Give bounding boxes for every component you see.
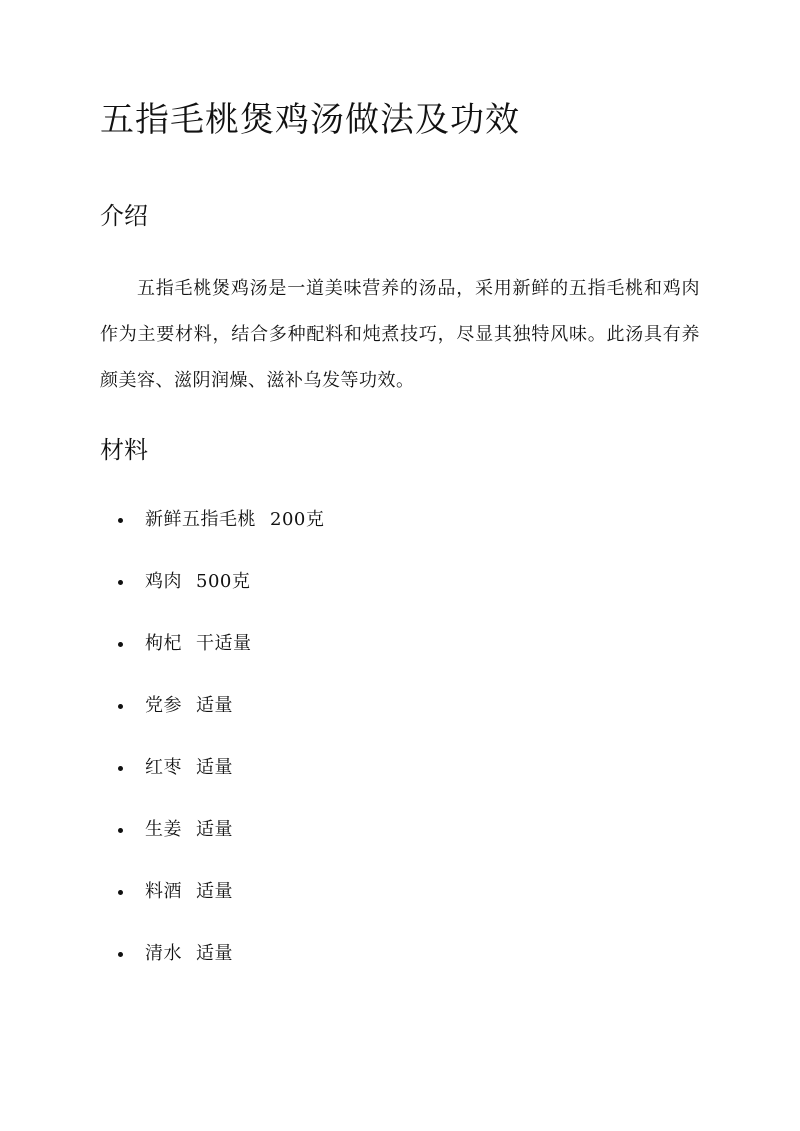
ingredient-name: 红枣 [145,757,182,778]
ingredient-name: 鸡肉 [145,571,182,592]
materials-heading: 材料 [100,436,148,464]
ingredient-name: 清水 [145,943,182,964]
bullet-icon [118,580,123,585]
page-title: 五指毛桃煲鸡汤做法及功效 [100,100,520,140]
ingredient-quantity: 200克 [270,509,325,530]
ingredient-name: 生姜 [145,819,182,840]
ingredient-quantity: 适量 [196,943,233,964]
list-item [118,936,324,998]
list-item [118,874,324,936]
bullet-icon [118,642,123,647]
ingredient-quantity: 适量 [196,695,233,716]
ingredient-quantity: 适量 [196,819,233,840]
list-item [118,812,324,874]
bullet-icon [118,518,123,523]
ingredient-name: 料酒 [145,881,182,902]
ingredient-name: 枸杞 [145,633,182,654]
intro-paragraph: 五指毛桃煲鸡汤是一道美味营养的汤品，采用新鲜的五指毛桃和鸡肉作为主要材料，结合多种配料和炖煮技巧，尽显其独特风味。此汤具有养颜美容、滋阴润燥、滋补乌发等功效。 [100,278,700,391]
ingredient-quantity: 适量 [196,757,233,778]
bullet-icon [118,704,123,709]
bullet-icon [118,952,123,957]
bullet-icon [118,828,123,833]
intro-heading: 介绍 [100,202,148,230]
list-item [118,688,324,750]
list-item [118,564,324,626]
materials-list [118,502,324,998]
ingredient-name: 新鲜五指毛桃 [145,509,256,530]
list-item [118,750,324,812]
ingredient-quantity: 500克 [196,571,251,592]
bullet-icon [118,766,123,771]
list-item [118,626,324,688]
list-item [118,502,324,564]
ingredient-name: 党参 [145,695,182,716]
ingredient-quantity: 干适量 [196,633,252,654]
bullet-icon [118,890,123,895]
ingredient-quantity: 适量 [196,881,233,902]
